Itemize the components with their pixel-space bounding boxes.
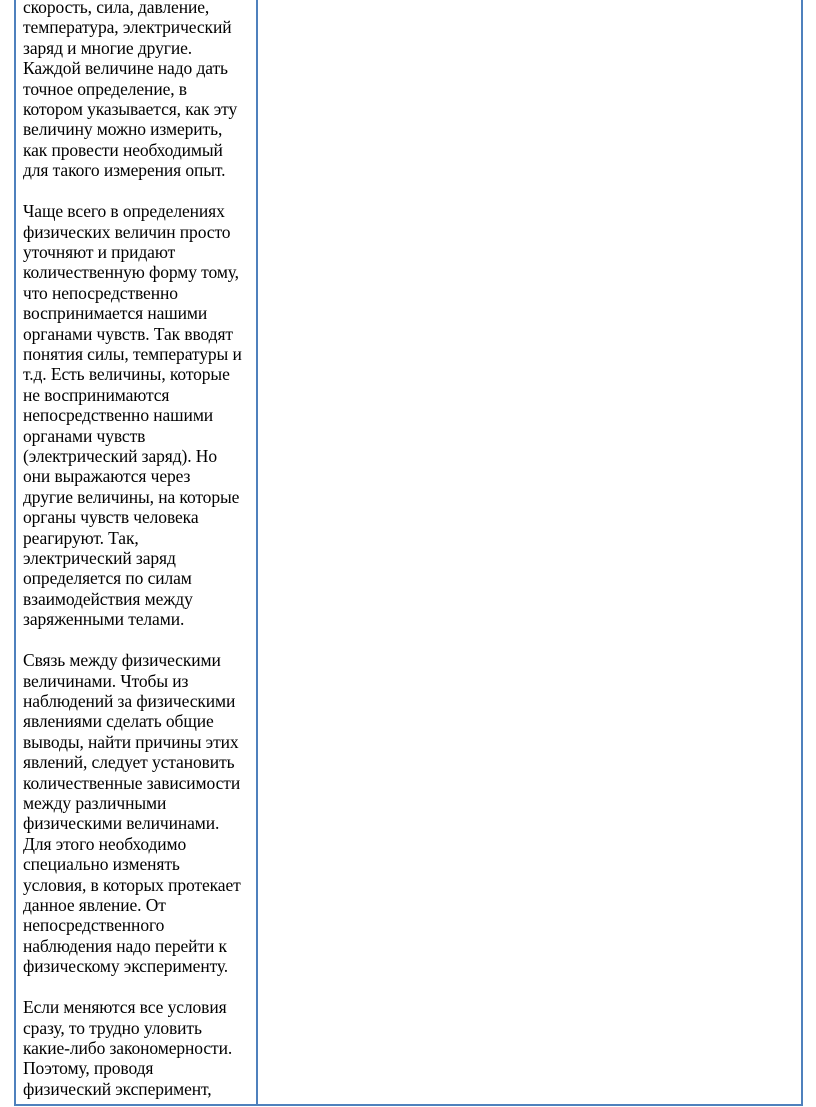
table-cell-right (258, 0, 801, 1104)
paragraph: скорость, сила, давление, температура, электрический заряд и многие другие. Каждой величине надо дать точное определение, в котором указывается, как эту величину можно измерить, как провести необходимый для такого измерения опыт. (23, 0, 238, 181)
paragraph: Связь между физическими величинами. Чтобы из наблюдений за физическими явлениями сделать общие выводы, найти причины этих явлений, следует установить количественные зависимости между различными физическими величинами. Для этого необходимо специально изменять условия, в которых протекает данное явление. От непосредственного наблюдения надо перейти к физическому эксперименту. (23, 650, 241, 977)
table-cell-left (16, 0, 258, 1104)
paragraph: Если меняются все условия сразу, то трудно уловить какие-либо закономерности. Поэтому, проводя физический эксперимент, (23, 997, 233, 1099)
document-table (14, 0, 803, 1106)
paragraph: Чаще всего в определениях физических величин просто уточняют и придают количественную форму тому, что непосредственно воспринимается нашими органами чувств. Так вводят понятия силы, температуры и т.д. Есть величины, которые не воспринимаются непосредственно нашими органами чувств (электрический заряд). Но они выражаются через другие величины, на которые органы чувств человека реагируют. Так, электрический заряд определяется по силам взаимодействия между заряженными телами. (23, 201, 242, 630)
